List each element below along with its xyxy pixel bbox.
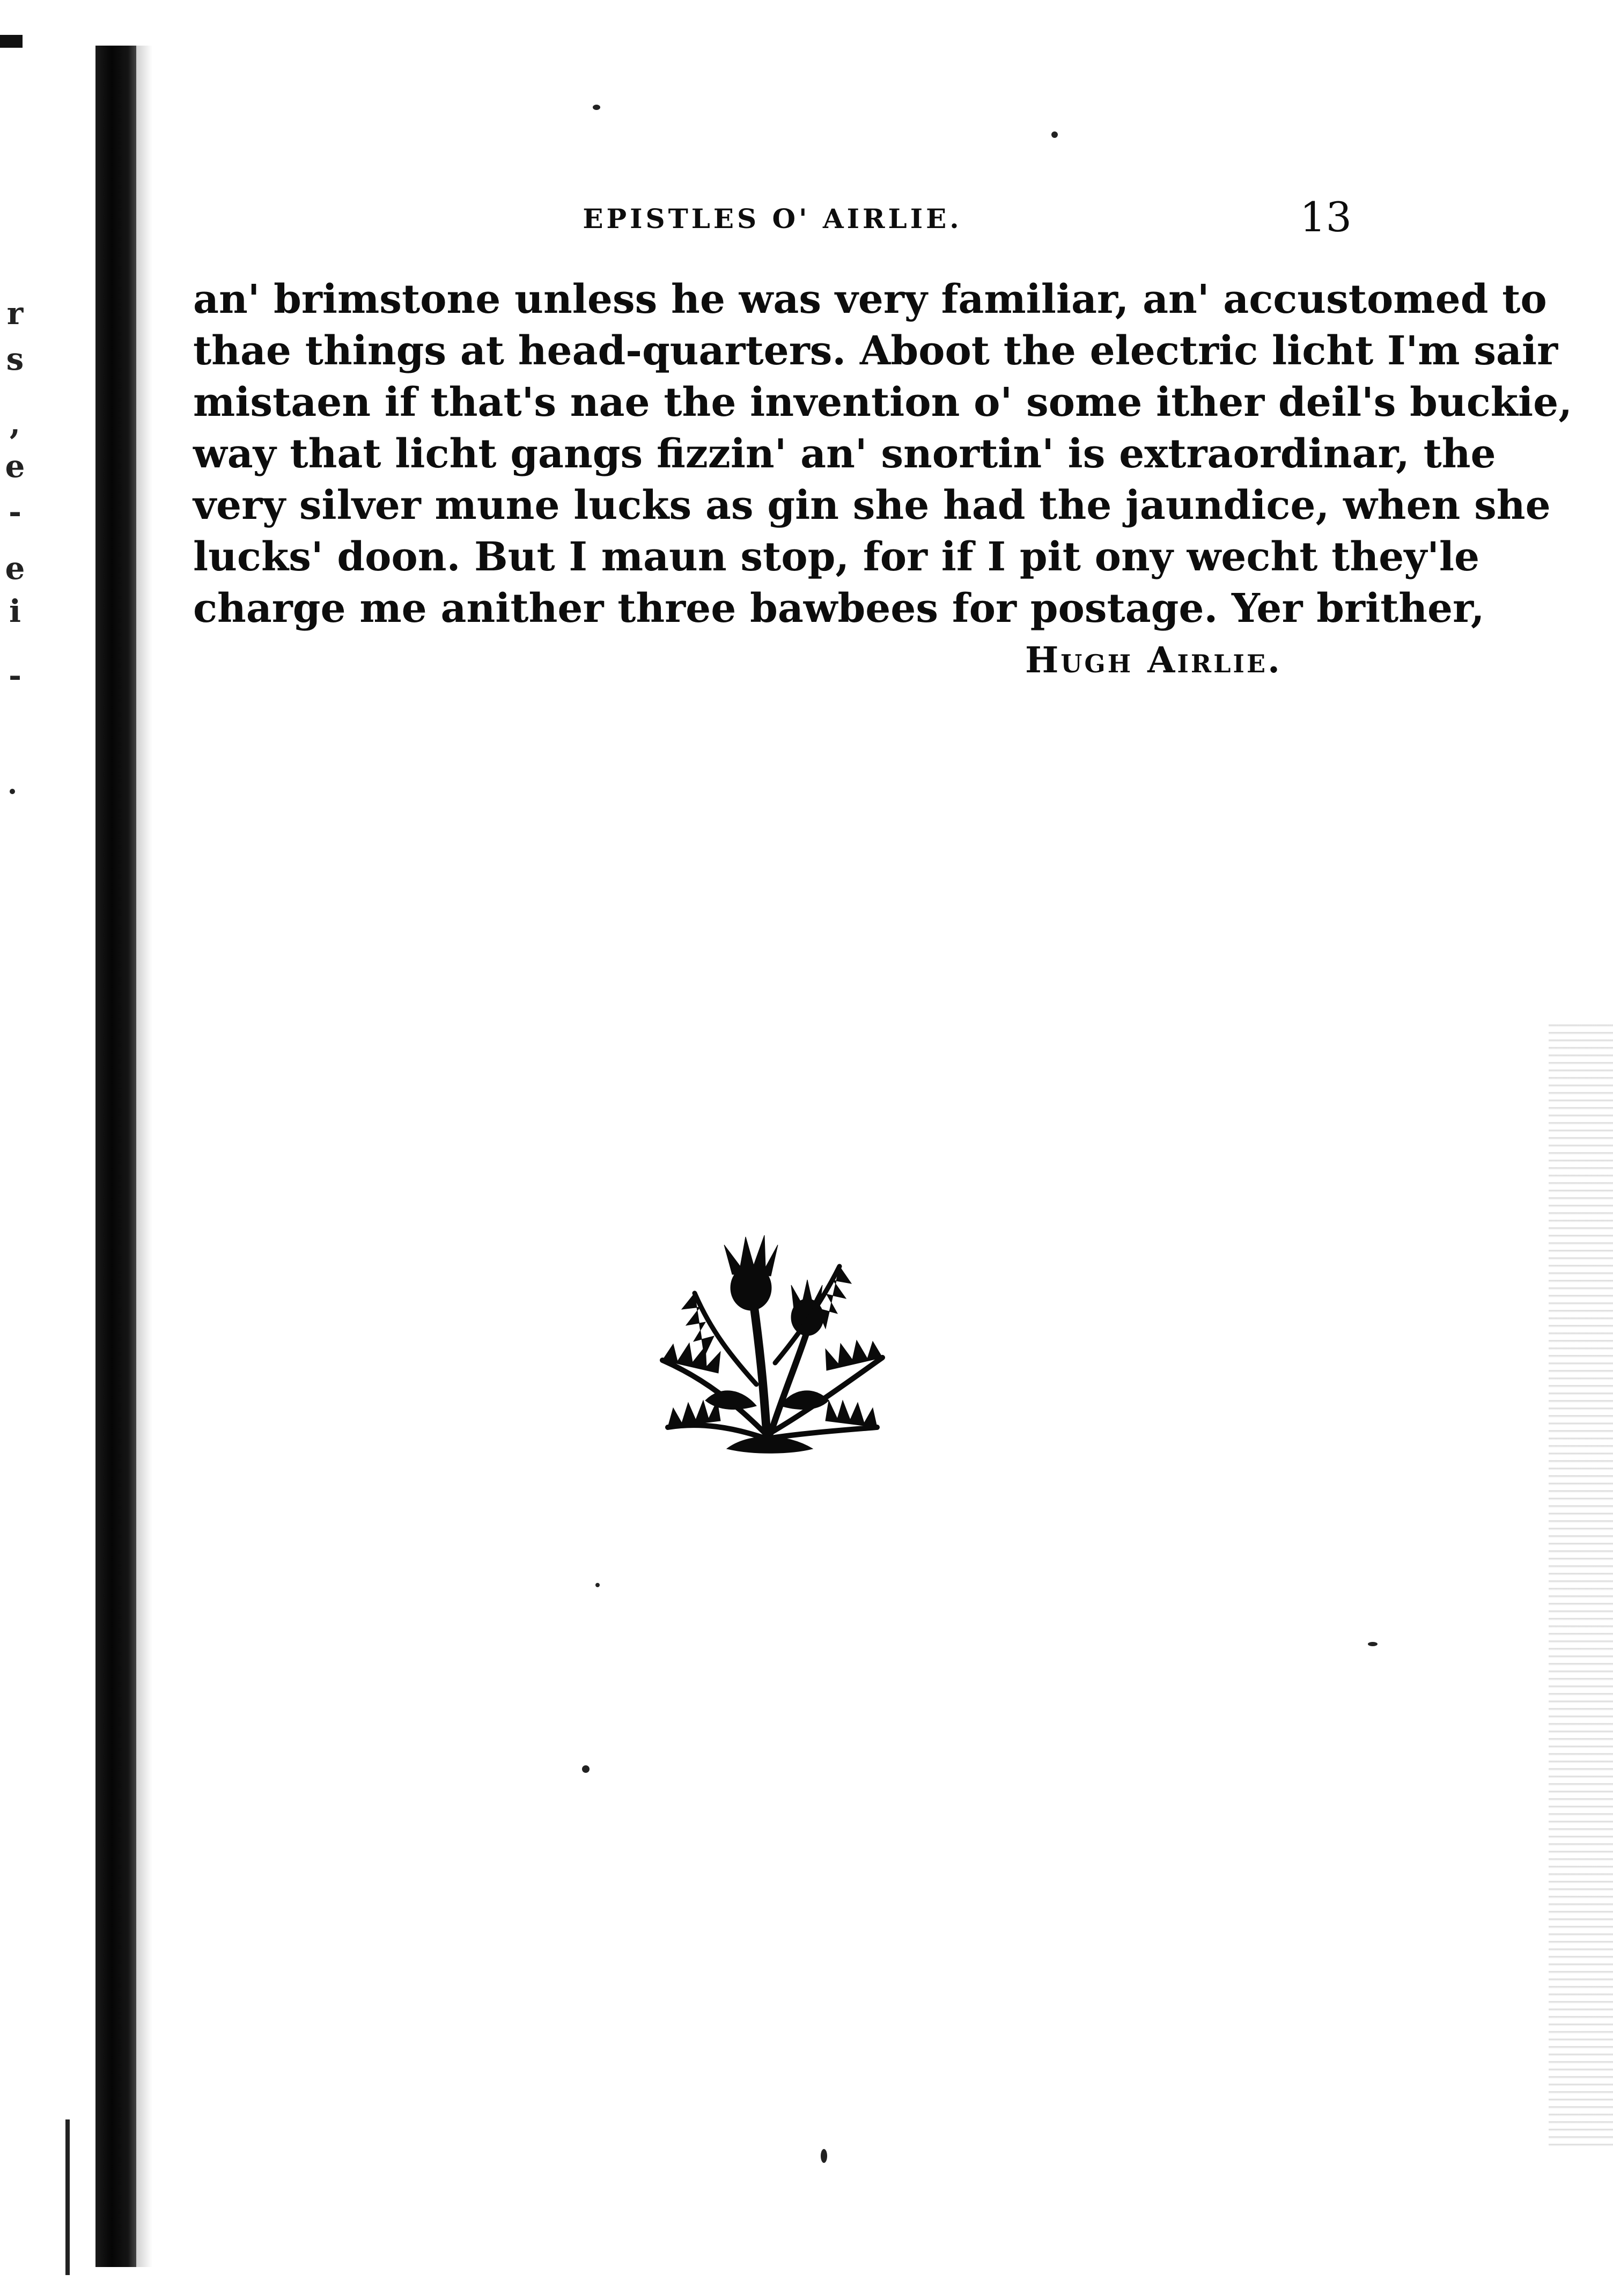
speck [595, 1583, 600, 1587]
page-number: 13 [1300, 193, 1352, 241]
text-line: charge me anither three bawbees for postage. Yer brither, [193, 585, 1485, 632]
margin-mark [65, 2119, 70, 2275]
speck [1368, 1642, 1378, 1646]
bleed-char: s [6, 341, 24, 377]
bleed-char: r [6, 295, 24, 332]
bleed-char: - [8, 494, 22, 530]
text-line: lucks' doon. But I maun stop, for if I pit ony wecht they'le [193, 534, 1480, 580]
binding-gutter [95, 46, 136, 2267]
speck [582, 1765, 590, 1773]
running-header [193, 193, 1352, 241]
speck [593, 105, 600, 110]
text-line: thae things at head-quarters. Aboot the electric licht I'm sair [193, 328, 1558, 374]
body-text [193, 274, 1572, 686]
thistle-ornament-icon [630, 1223, 909, 1459]
gutter-shadow [136, 46, 152, 2267]
speck [821, 2149, 827, 2163]
signature: Hugh Airlie. [1025, 639, 1282, 681]
scan-corner-mark [0, 35, 23, 48]
running-title: EPISTLES O' AIRLIE. [583, 203, 962, 234]
text-line: way that licht gangs fizzin' an' snortin' is extraordinar, the [193, 431, 1496, 477]
speck [10, 789, 15, 794]
bleed-char: e [5, 550, 25, 586]
bleed-char: , [9, 405, 21, 442]
bleed-char: i [9, 593, 21, 629]
text-line: an' brimstone unless he was very familiar, an' accustomed to [193, 276, 1547, 322]
bleed-char: e [5, 448, 25, 485]
text-line: mistaen if that's nae the invention o' some ither deil's buckie, [193, 379, 1572, 426]
bleed-char: - [8, 657, 22, 694]
text-line: very silver mune lucks as gin she had the jaundice, when she [193, 482, 1551, 529]
speck [1051, 131, 1058, 138]
page-edge-texture [1549, 1019, 1613, 2146]
